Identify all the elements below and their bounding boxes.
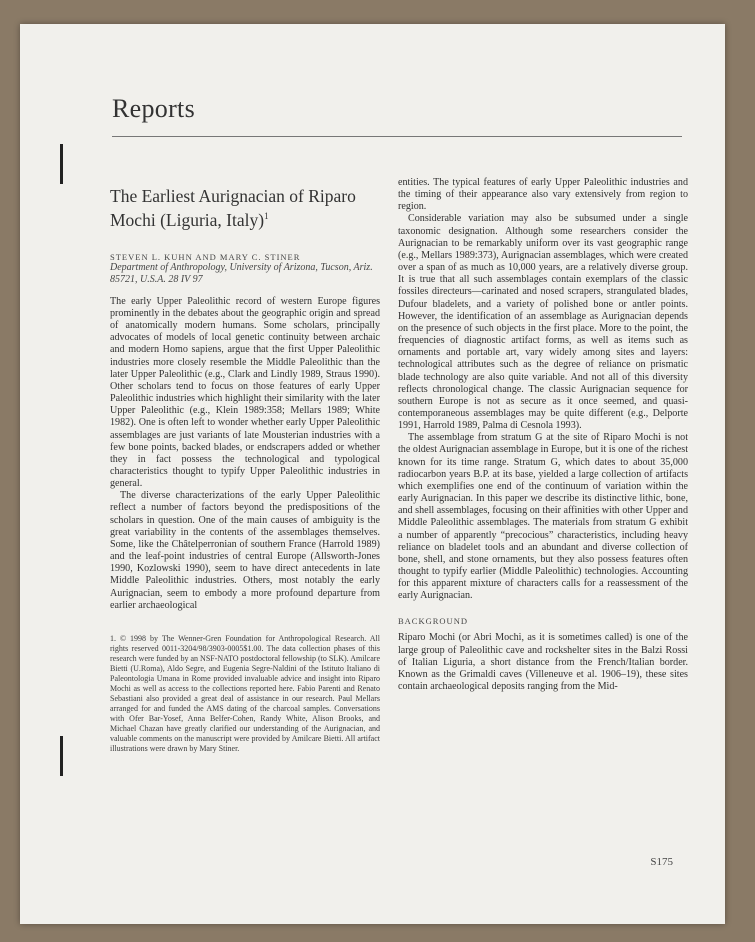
footnote: 1. © 1998 by The Wenner-Gren Foundation for Anthropological Research. All rights reserved 0011-3204/98/3903-0005$1.00. The data collection phases of this research were funded by an NSF-NATO postdoctoral fellowship (to SLK). Amilcare Bietti (U.Roma), Aldo Segre, and Eugenia Segre-Naldini of the Istituto Italiano di Paleontologia Umana in Rome provided invaluable advice and insight into Riparo Mochi as well as access to the collections reported here. Fabio Parenti and Renato Sebastiani also provided a great deal of assistance in our research. Paul Mellars arranged for and funded the AMS dating of the charcoal samples. Conversations with Ofer Bar-Yosef, Anna Belfer-Cohen, Randy White, Alison Brooks, and Michael Chazan have greatly clarified our understanding of the Aurignacian, and valuable comments on the manuscript were provided by Amilcare Bietti. All artifact illustrations were drawn by Mary Stiner.	[110, 633, 380, 753]
background-heading: BACKGROUND	[398, 616, 468, 627]
body-paragraph: entities. The typical features of early Upper Paleolithic industries and the timing of their appearance also vary extensively from region to region.	[398, 177, 688, 213]
body-paragraph: The assemblage from stratum G at the site of Riparo Mochi is not the oldest Aurignacian assemblage in Europe, but it is one of the richest known for its time range. Stratum G, which dates to about 35,000 radiocarbon years B.P. at its base, yielded a large collection of artifacts which exemplifies one end of the continuum of variation within the early Aurignacian. In this paper we describe its distinctive lithic, bone, and shell assemblages, focusing on their affinities with other Upper and Middle Paleolithic assemblages. The materials from stratum G exhibit a number of apparently “precocious” characteristics, including heavy reliance on bladelet tools and an abundant and diverse collection of bone, shell, and stone ornaments, but they also possess features often thought to typify earlier (Middle Paleolithic) technologies. Accounting for this apparent mixture of characters calls for a reassessment of the early Aurignacian.	[398, 432, 688, 602]
header-rule	[112, 136, 682, 137]
left-column	[110, 186, 380, 754]
right-column	[398, 177, 688, 693]
body-paragraph: The diverse characterizations of the early Upper Paleolithic reflect a number of factors beyond the predispositions of the scholars in question. One of the main causes of ambiguity is the great variability in the contents of the assemblages themselves. Some, like the Châtelperronian of southern France (Harrold 1989) and the leaf-point industries of central Europe (Allsworth-Jones 1990, Kozlowski 1990), seem to have direct antecedents in late Middle Paleolithic industries. Others, most notably the early Aurignacian, seem to embody a more profound departure from earlier archaeological	[110, 490, 380, 611]
page-number: S175	[650, 856, 673, 868]
authors: STEVEN L. KUHN AND MARY C. STINER	[110, 251, 301, 262]
body-paragraph: The early Upper Paleolithic record of western Europe figures prominently in the debates about the geographic origin and spread of anatomically modern humans. Some scholars, principally advocates of models of local genetic continuity between archaic and modern Homo sapiens, argue that the first Upper Paleolithic industries more closely resemble the Middle Paleolithic than the later Upper Paleolithic (e.g., Clark and Lindly 1989, Straus 1990). Other scholars tend to focus on those features of early Upper Paleolithic industries which highlight their similarity with the later Upper Paleolithic (e.g., Klein 1989:358; Mellars 1989; White 1982). One is often left to wonder whether early Upper Paleolithic assemblages are just variants of late Mousterian industries with a few bone points, backed blades, or endscrapers added or whether they in fact possess the technological and typological characteristics thought to typify Upper Paleolithic industries in general.	[110, 295, 380, 490]
article-title	[110, 186, 380, 230]
title-footnote-marker: 1	[264, 211, 269, 221]
section-heading: Reports	[112, 94, 195, 123]
article-title-text: The Earliest Aurignacian of Riparo Mochi (Liguria, Italy)	[110, 186, 356, 230]
background-paragraph: Riparo Mochi (or Abri Mochi, as it is sometimes called) is one of the large group of Paleolithic cave and rockshelter sites in the Balzi Rossi of Italian Liguria, a short distance from the French/Italian border. Known as the Grimaldi caves (Villeneuve et al. 1906–19), these sites contain archaeological deposits ranging from the Mid-	[398, 632, 688, 693]
body-paragraph: Considerable variation may also be subsumed under a single taxonomic designation. Although some researchers consider the Aurignacian to be remarkably uniform over its vast geographic range (e.g., Mellars 1989:373), Aurignacian assemblages, which were created over a span of as much as 10,000 years, are a relatively diverse group. It is true that all such assemblages contain exemplars of the classic fossiles directeurs—carinated and nosed scrapers, strangulated blades, Dufour bladelets, and a variety of polished bone or antler points. However, the identification of an assemblage as Aurignacian depends on the presence of such objects in the first place. More to the point, the frequencies of diagnostic artifact forms, as well as items such as ornaments and portable art, vary widely among sites and layers: technological attributes such as the degree of reliance on prismatic blade technology are also quite variable. And not all of this diversity reflects chronological change. The classic Aurignacian sequence for southern Europe is not as secure as it once seemed, and quasi-contemporaneous assemblages may be quite different (e.g., Delporte 1991, Harrold 1989, Palma di Cesnola 1993).	[398, 213, 688, 432]
affiliation: Department of Anthropology, University of Arizona, Tucson, Ariz. 85721, U.S.A. 28 IV 97	[110, 261, 373, 285]
binder-mark-bottom	[60, 736, 63, 776]
paper-page	[20, 24, 725, 924]
binder-mark-top	[60, 144, 63, 184]
